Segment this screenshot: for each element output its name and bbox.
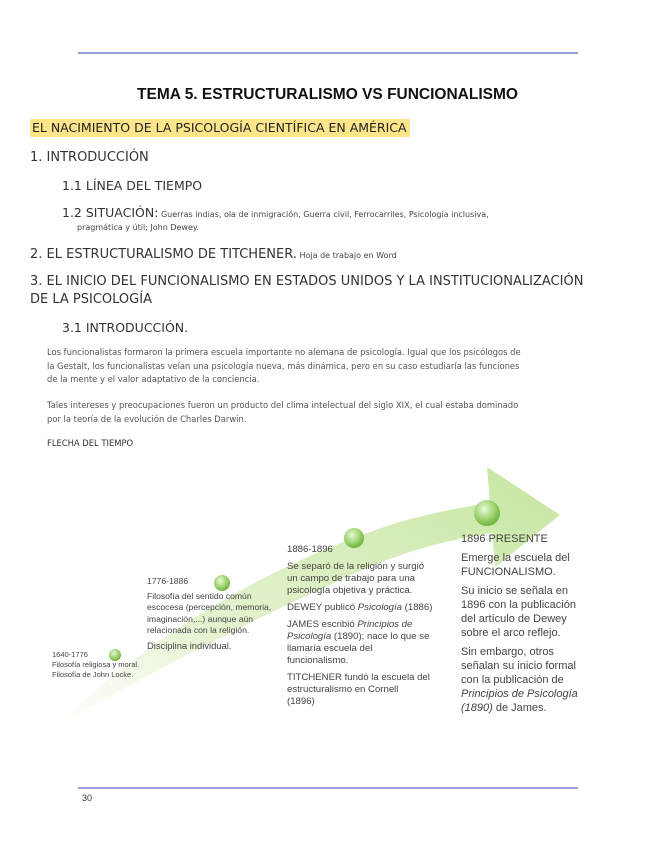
- period-2-text: Filosofía del sentido común: [147, 590, 252, 601]
- james-text: (1890); nace lo que se: [331, 631, 430, 642]
- paragraph-1-line: de la mente y el valor adaptativo de la conciencia.: [47, 374, 260, 385]
- section-3-1-heading: 3.1 INTRODUCCIÓN.: [62, 320, 189, 335]
- bottom-rule: [78, 787, 578, 789]
- top-rule: [78, 52, 578, 54]
- period-3-titchener: estructuralismo en Cornell: [287, 684, 399, 695]
- period-1-date: 1640-1776: [52, 650, 88, 659]
- period-3-dewey: [287, 602, 432, 614]
- section-1-2-heading: 1.2 SITUACIÓN:: [62, 205, 159, 220]
- section-1-2: [62, 205, 489, 220]
- period-4-text: con la publicación de: [461, 674, 564, 686]
- period-3-james: funcionalismo.: [287, 655, 349, 666]
- period-4-text: Emerge la escuela del: [461, 552, 570, 564]
- period-2-text: imaginación,...) aunque aún: [147, 613, 254, 624]
- dewey-text: DEWEY publicó: [287, 602, 358, 613]
- section-3-heading-line1: 3. EL INICIO DEL FUNCIONALISMO EN ESTADOS UNIDOS Y LA INSTITUCIONALIZACIÓN: [30, 274, 584, 289]
- period-4-text: señalan su inicio formal: [461, 660, 576, 672]
- page-title: TEMA 5. ESTRUCTURALISMO VS FUNCIONALISMO: [137, 86, 518, 103]
- james-book-year: (1890): [461, 702, 493, 714]
- period-4-text: del artículo de Dewey: [461, 613, 567, 625]
- section-2-heading: 2. EL ESTRUCTURALISMO DE TITCHENER.: [30, 247, 297, 262]
- section-2: [30, 247, 397, 262]
- period-2-text: relacionada con la religión.: [147, 625, 250, 635]
- period-4-text: [461, 701, 578, 715]
- section-1-2-text: Guerras indias, ola de inmigración, Guerra civil, Ferrocarriles, Psicología inclusiva,: [158, 210, 489, 219]
- period-3-text: un campo de trabajo para una: [287, 573, 416, 584]
- paragraph-2: [47, 399, 622, 426]
- period-4-text: FUNCIONALISMO.: [461, 566, 556, 578]
- period-3-james: llamaría escuela del: [287, 643, 373, 654]
- period-2-date: 1776-1886: [147, 576, 189, 586]
- period-4-text: sobre el arco reflejo.: [461, 627, 561, 639]
- timeline-period-4: [461, 532, 578, 715]
- timeline-period-1: [52, 650, 139, 680]
- section-1-2-text-cont: pragmática y útil; John Dewey.: [77, 223, 200, 232]
- section-2-note: Hoja de trabajo en Word: [296, 251, 397, 260]
- paragraph-2-line: por la teoría de la evolución de Charles Darwin.: [47, 413, 247, 424]
- timeline-caption: FLECHA DEL TIEMPO: [47, 438, 134, 448]
- period-4-end: de James.: [492, 702, 547, 714]
- timeline-dot-4: [474, 500, 500, 526]
- period-3-titchener: (1896): [287, 696, 315, 707]
- period-2-text: escocesa (percepción, memoria,: [147, 602, 272, 612]
- paragraph-2-line: Tales intereses y preocupaciones fueron un producto del clima intelectual del siglo XIX, el cual estaba dominado: [47, 400, 519, 410]
- period-1-text: Filosofía de John Locke.: [52, 670, 134, 679]
- dewey-book: Psicología: [357, 602, 403, 613]
- period-3-james: [287, 619, 432, 631]
- page-number: 30: [82, 793, 93, 803]
- james-book-title: Principios de Psicología: [461, 688, 578, 700]
- timeline-period-2: [147, 576, 271, 651]
- james-book: Principios de: [357, 619, 413, 630]
- paragraph-1-line: la Gestalt, los funcionalistas veían una psicología nueva, más dinámica, pero en su caso estudiaría las funciones: [47, 360, 520, 371]
- highlighted-heading: EL NACIMIENTO DE LA PSICOLOGÍA CIENTÍFICA EN AMÉRICA: [30, 119, 410, 137]
- period-3-titchener: TITCHENER fundó la escuela del: [287, 672, 430, 683]
- period-4-text: 1896 con la publicación: [461, 599, 576, 611]
- section-1-heading: 1. INTRODUCCIÓN: [30, 150, 149, 165]
- paragraph-1: [47, 346, 622, 387]
- james-book: Psicología: [287, 631, 332, 642]
- period-4-date: 1896 PRESENTE: [461, 533, 548, 545]
- section-3-heading-line2: DE LA PSICOLOGÍA: [30, 292, 152, 307]
- section-1-1-heading: 1.1 LÍNEA DEL TIEMPO: [62, 178, 203, 193]
- period-1-text: Filosofía religiosa y moral.: [52, 660, 140, 669]
- period-4-text: Sin embargo, otros: [461, 646, 554, 658]
- period-3-date: 1886-1896: [287, 544, 333, 555]
- period-3-text: psicología objetiva y práctica.: [287, 585, 413, 596]
- period-4-book: [461, 687, 578, 701]
- paragraph-1-line: Los funcionalistas formaron la primera escuela importante no alemana de psicología. Igual que los psicólogos de: [47, 347, 521, 357]
- period-2-extra: Disciplina individual.: [147, 639, 232, 651]
- period-4-text: Su inicio se señala en: [461, 585, 569, 597]
- james-text: JAMES escribió: [287, 619, 358, 630]
- timeline-period-3: [287, 544, 432, 708]
- dewey-year: (1886): [402, 602, 433, 613]
- period-3-text: Se separó de la religión y surgió: [287, 561, 425, 572]
- period-3-james: [287, 631, 432, 643]
